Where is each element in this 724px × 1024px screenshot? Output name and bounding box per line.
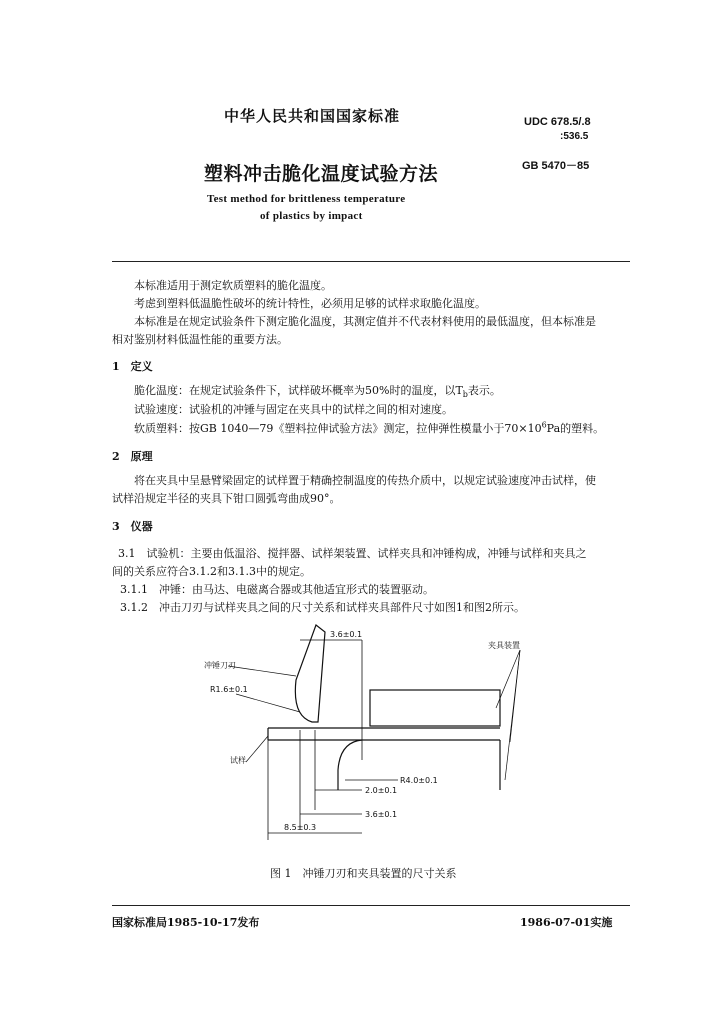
definition-tail: 表示。: [467, 384, 501, 397]
gb-code: GB 5470－85: [522, 160, 590, 172]
udc-code-suffix: :536.5: [560, 131, 589, 142]
label-dim-4: 8.5±0.3: [284, 823, 317, 832]
figure-1-caption: 图 1 冲锤刀刃和夹具装置的尺寸关系: [270, 867, 457, 880]
document-title-en-line2: of plastics by impact: [260, 210, 363, 222]
label-dim-top: 3.6±0.1: [330, 630, 363, 639]
apparatus-3-1-1: 3.1.1 冲锤：由马达、电磁离合器或其他适宜形式的装置驱动。: [120, 583, 434, 596]
definition-text: 软质塑料：按GB 1040—79《塑料拉伸试验方法》测定，拉伸弹性模量小于70×10: [134, 422, 542, 435]
label-dim-3: 3.6±0.1: [365, 810, 398, 819]
label-clamp: 夹具装置: [488, 641, 520, 650]
intro-line-4: 相对鉴别材料低温性能的重要方法。: [112, 333, 288, 346]
national-standard-heading: 中华人民共和国国家标准: [224, 107, 401, 125]
apparatus-3-1-line-1: 3.1 试验机：主要由低温浴、搅拌器、试样架装置、试样夹具和冲锤构成，冲锤与试样和夹具之: [118, 547, 587, 560]
document-title-cn: 塑料冲击脆化温度试验方法: [204, 163, 439, 185]
principle-line-1: 将在夹具中呈悬臂梁固定的试样置于精确控制温度的传热介质中，以规定试验速度冲击试样，使: [134, 474, 596, 487]
section-1-heading: 1 定义: [112, 360, 153, 373]
label-dim-2: 2.0±0.1: [365, 786, 398, 795]
intro-line-3: 本标准是在规定试验条件下测定脆化温度，其测定值并不代表材料使用的最低温度，但本标准是: [134, 315, 596, 328]
definition-text: 脆化温度：在规定试验条件下，试样破坏概率为50%时的温度，以T: [134, 384, 463, 397]
section-2-heading: 2 原理: [112, 450, 153, 463]
document-title-en-line1: Test method for brittleness temperature: [207, 193, 406, 205]
apparatus-3-1-2: 3.1.2 冲击刀刃与试样夹具之间的尺寸关系和试样夹具部件尺寸如图1和图2所示。: [120, 601, 525, 614]
label-specimen: 试样: [230, 756, 246, 765]
hammer-label-leader: [228, 666, 296, 676]
radius-hammer-leader: [236, 694, 300, 712]
specimen-label-leader: [246, 736, 268, 762]
apparatus-3-1-line-2: 间的关系应符合3.1.2和3.1.3中的规定。: [112, 565, 311, 578]
udc-code: UDC 678.5/.8: [524, 116, 591, 128]
section-3-heading: 3 仪器: [112, 520, 153, 533]
clamp-lower-arc: [338, 740, 362, 790]
superscript-6: 6: [541, 420, 547, 430]
principle-line-2: 试样沿规定半径的夹具下钳口圆弧弯曲成90°。: [112, 492, 341, 505]
effective-date: 1986-07-01实施: [520, 916, 613, 929]
footer-rule: [112, 905, 630, 906]
intro-line-2: 考虑到塑料低温脆性破坏的统计特性，必须用足够的试样求取脆化温度。: [134, 297, 486, 310]
definition-test-speed: 试验速度：试验机的冲锤与固定在夹具中的试样之间的相对速度。: [134, 403, 453, 416]
subscript-b: b: [462, 390, 468, 400]
hammer-edge-shape: [295, 625, 325, 722]
label-hammer-edge: 冲锤刀刃: [204, 661, 236, 670]
label-radius-hammer: R1.6±0.1: [210, 685, 248, 694]
definition-tail: Pa的塑料。: [546, 422, 605, 435]
intro-line-1: 本标准适用于测定软质塑料的脆化温度。: [134, 279, 332, 292]
clamp-leader-3: [505, 650, 520, 780]
issue-date: 国家标准局1985-10-17发布: [112, 916, 260, 929]
label-radius-clamp: R4.0±0.1: [400, 776, 438, 785]
clamp-upper-jaw: [370, 690, 500, 726]
